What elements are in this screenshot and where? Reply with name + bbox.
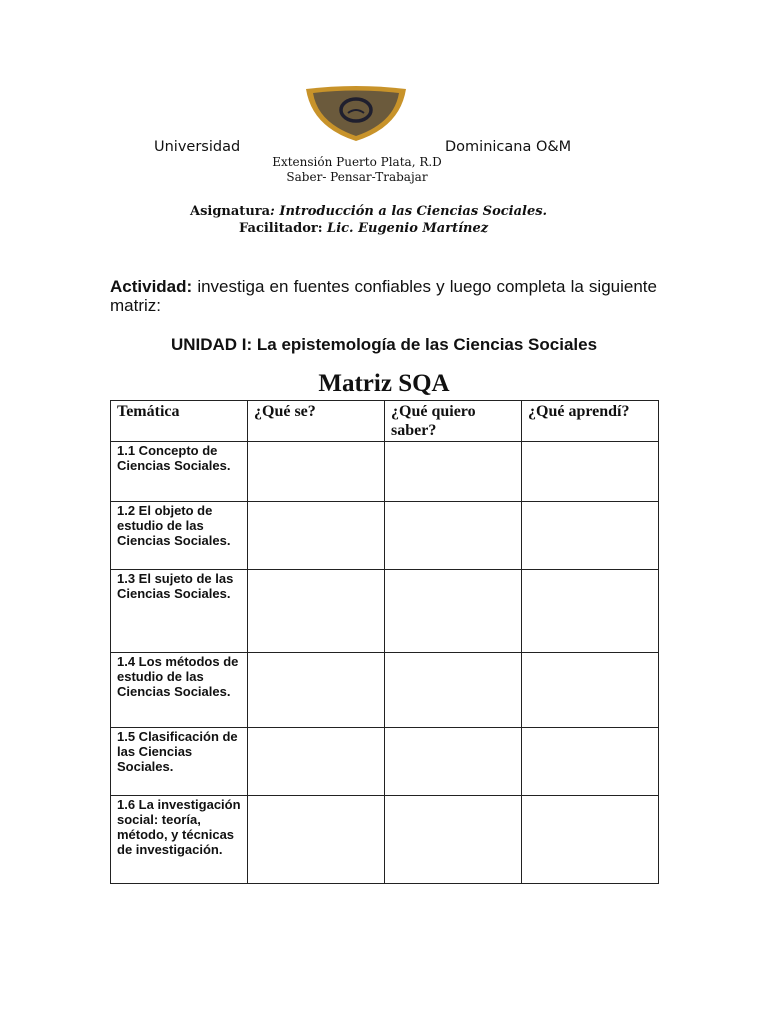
table-row [111,502,659,570]
sqa-matrix-table [110,400,659,884]
que-quiero-saber-cell[interactable] [385,796,522,884]
activity-instructions [110,277,657,315]
que-quiero-saber-cell[interactable] [385,653,522,728]
asignatura-line [190,204,547,219]
que-se-cell[interactable] [248,502,385,570]
header-que-quiero-saber: ¿Qué quiero saber? [385,401,522,442]
table-row [111,728,659,796]
que-se-cell[interactable] [248,796,385,884]
motto-line: Saber- Pensar-Trabajar [286,170,428,184]
facilitador-line [239,221,488,236]
tematica-cell: 1.1 Concepto de Ciencias Sociales. [111,442,248,502]
tematica-cell: 1.2 El objeto de estudio de las Ciencias Sociales. [111,502,248,570]
que-aprendi-cell[interactable] [522,442,659,502]
tematica-cell: 1.6 La investigación social: teoría, método, y técnicas de investigación. [111,796,248,884]
table-header-row [111,401,659,442]
table-row [111,570,659,653]
que-aprendi-cell[interactable] [522,653,659,728]
que-aprendi-cell[interactable] [522,796,659,884]
que-se-cell[interactable] [248,653,385,728]
facilitador-value: Lic. Eugenio Martínez [327,221,489,236]
activity-text: investiga en fuentes confiables y luego completa la siguiente matriz: [110,277,657,315]
que-quiero-saber-cell[interactable] [385,502,522,570]
que-aprendi-cell[interactable] [522,570,659,653]
que-aprendi-cell[interactable] [522,728,659,796]
tematica-cell: 1.3 El sujeto de las Ciencias Sociales. [111,570,248,653]
tematica-cell: 1.4 Los métodos de estudio de las Ciencias Sociales. [111,653,248,728]
tematica-cell: 1.5 Clasificación de las Ciencias Sociales. [111,728,248,796]
que-quiero-saber-cell[interactable] [385,728,522,796]
extension-line: Extensión Puerto Plata, R.D [272,155,442,169]
university-name-right: Dominicana O&M [445,139,572,155]
facilitador-label: Facilitador: [239,221,323,236]
que-quiero-saber-cell[interactable] [385,442,522,502]
table-row [111,796,659,884]
que-quiero-saber-cell[interactable] [385,570,522,653]
activity-label: Actividad: [110,277,193,296]
asignatura-label: Asignatura [190,204,271,219]
que-se-cell[interactable] [248,728,385,796]
header-que-aprendi: ¿Qué aprendí? [522,401,659,442]
matrix-title: Matriz SQA [318,370,450,397]
header-que-se: ¿Qué se? [248,401,385,442]
university-name-left: Universidad [154,139,241,155]
que-aprendi-cell[interactable] [522,502,659,570]
unit-title: UNIDAD I: La epistemología de las Ciencias Sociales [170,335,598,354]
table-row [111,442,659,502]
university-shield-logo [304,85,408,143]
asignatura-value: : Introducción a las Ciencias Sociales. [270,204,548,219]
que-se-cell[interactable] [248,570,385,653]
table-row [111,653,659,728]
que-se-cell[interactable] [248,442,385,502]
header-tematica: Temática [111,401,248,442]
